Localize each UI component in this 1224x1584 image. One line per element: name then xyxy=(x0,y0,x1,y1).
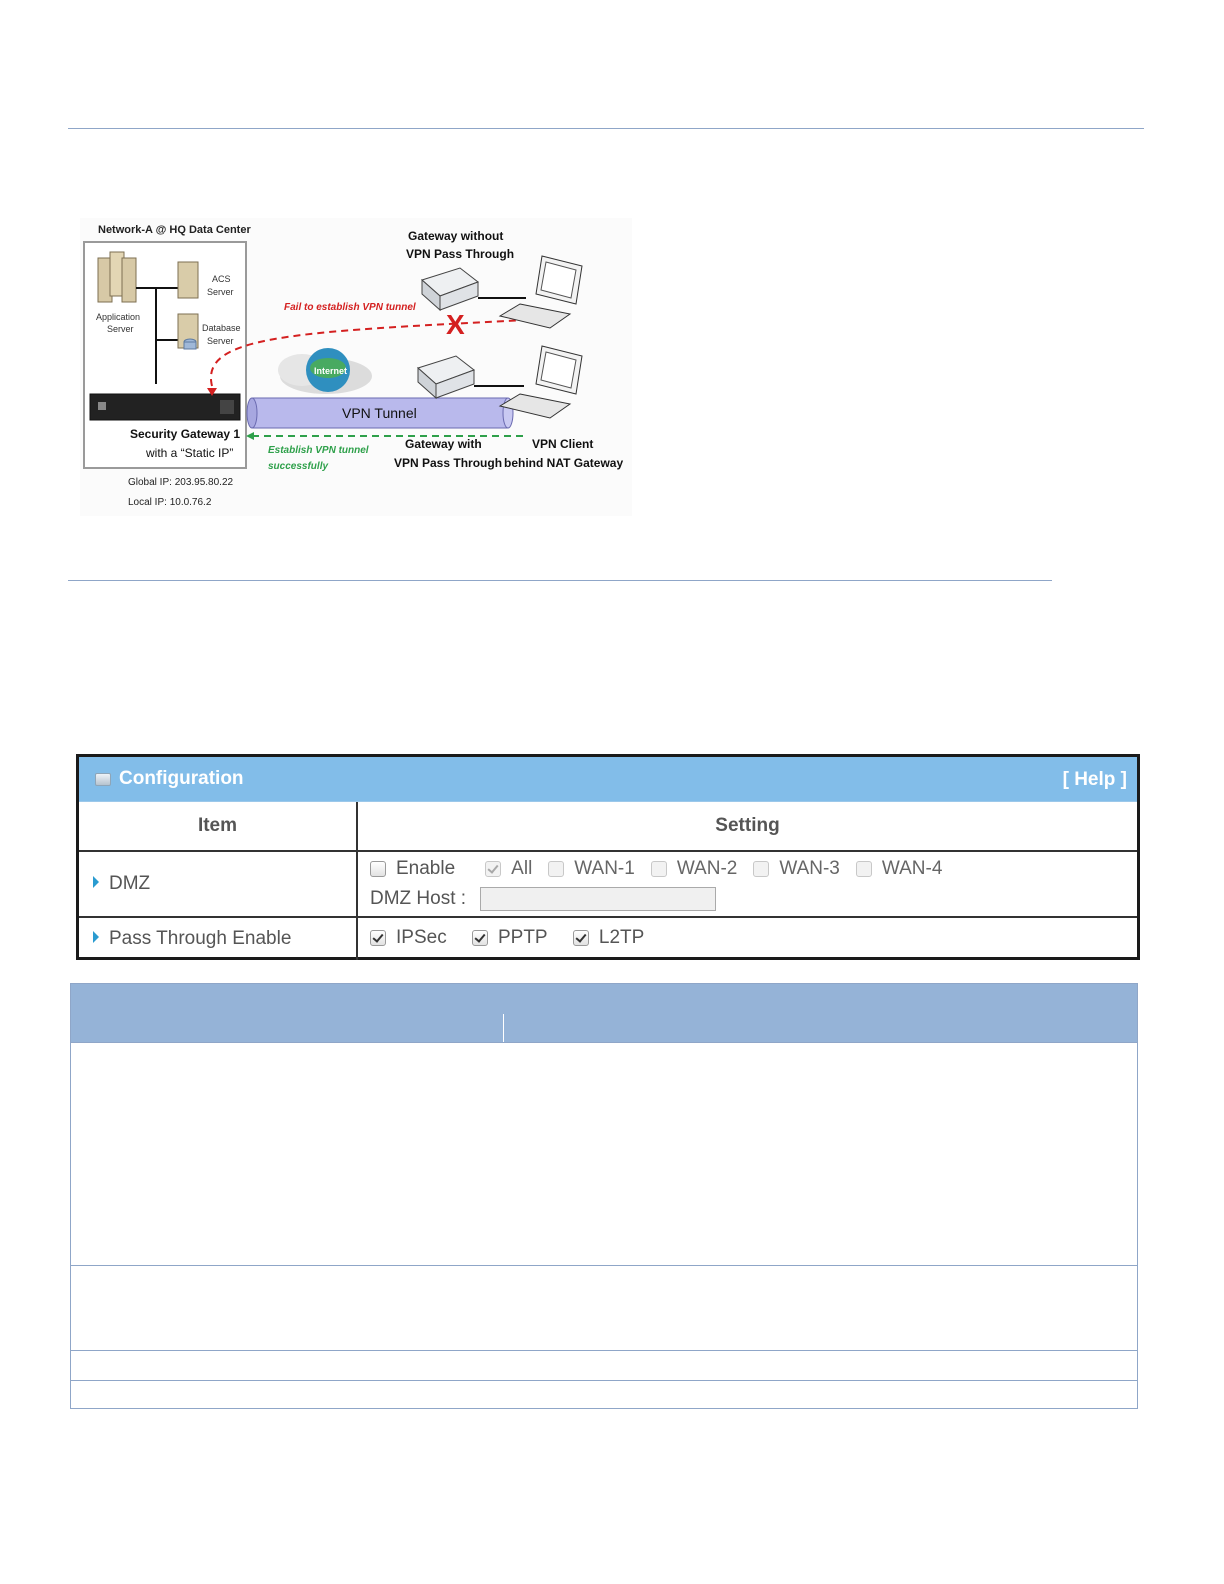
dmz-all-checkbox[interactable] xyxy=(485,861,501,877)
establish-label-1: Establish VPN tunnel xyxy=(268,445,369,456)
dmz-label: DMZ xyxy=(109,873,151,894)
pass-through-setting-cell xyxy=(357,917,1137,960)
dmz-wan-4-checkbox[interactable] xyxy=(856,861,872,877)
description-row xyxy=(71,1350,1137,1351)
security-gateway-label-1: Security Gateway 1 xyxy=(130,427,241,441)
acs-server-icon xyxy=(178,262,198,298)
configuration-header xyxy=(79,757,1137,802)
dmz-wan-4-option[interactable] xyxy=(856,858,943,880)
network-title: Network-A @ HQ Data Center xyxy=(98,224,251,236)
description-table xyxy=(70,983,1138,1409)
description-table-header xyxy=(71,984,1137,1043)
dmz-wan-1-checkbox[interactable] xyxy=(548,861,564,877)
acs-server-label-1: ACS xyxy=(212,274,231,284)
database-server-label-1: Database xyxy=(202,323,241,333)
local-ip: Local IP: 10.0.76.2 xyxy=(128,497,212,508)
application-server-label-2: Server xyxy=(107,324,134,334)
top-divider xyxy=(68,128,1144,129)
vpn-pass-through-diagram xyxy=(80,218,632,516)
ipsec-option[interactable] xyxy=(370,927,447,949)
configuration-table xyxy=(79,802,1137,960)
ipsec-label: IPSec xyxy=(396,926,447,948)
dmz-host-input[interactable] xyxy=(480,887,716,911)
pass-through-row xyxy=(79,917,1137,960)
acs-server-label-2: Server xyxy=(207,287,234,297)
dmz-setting-cell xyxy=(357,851,1137,917)
gateway-without-label-1: Gateway without xyxy=(408,229,504,243)
dmz-wan-1-label: WAN-1 xyxy=(574,858,635,879)
gateway-with-label-1: Gateway with xyxy=(405,437,482,451)
database-server-label-2: Server xyxy=(207,336,234,346)
dmz-wan-2-checkbox[interactable] xyxy=(651,861,667,877)
panel-icon xyxy=(95,773,111,786)
l2tp-label: L2TP xyxy=(598,926,645,948)
internet-label: Internet xyxy=(314,366,348,376)
dmz-wan-3-checkbox[interactable] xyxy=(753,861,769,877)
description-row xyxy=(71,1265,1137,1266)
global-ip: Global IP: 203.95.80.22 xyxy=(128,477,234,488)
pass-through-label: Pass Through Enable xyxy=(109,928,292,949)
dmz-row xyxy=(79,851,1137,917)
help-link[interactable]: [ Help ] xyxy=(1062,769,1127,790)
security-gateway-icon xyxy=(90,394,240,420)
description-row xyxy=(71,1380,1137,1381)
vpn-tunnel-label: VPN Tunnel xyxy=(342,405,417,421)
configuration-title: Configuration xyxy=(119,768,244,789)
dmz-enable-label: Enable xyxy=(396,858,456,879)
row-arrow-icon xyxy=(93,876,99,888)
ipsec-checkbox[interactable] xyxy=(370,930,386,946)
pass-through-item-cell xyxy=(79,917,357,960)
dmz-wan-4-label: WAN-4 xyxy=(881,858,943,879)
establish-label-2: successfully xyxy=(268,461,329,472)
dmz-item-cell xyxy=(79,851,357,917)
application-server-label-1: Application xyxy=(96,312,141,322)
vpn-client-label-2: behind NAT Gateway xyxy=(504,456,624,470)
application-server-icon xyxy=(98,252,136,302)
table-header-row xyxy=(79,802,1137,851)
dmz-host-label: DMZ Host : xyxy=(370,888,467,909)
security-gateway-label-2: with a “Static IP” xyxy=(146,446,234,460)
middle-divider xyxy=(68,580,1052,581)
fail-mark: X xyxy=(446,309,465,340)
dmz-wan-2-option[interactable] xyxy=(651,858,738,880)
gateway-with-label-2: VPN Pass Through xyxy=(394,456,503,470)
l2tp-checkbox[interactable] xyxy=(573,930,589,946)
gateway-without-label-2: VPN Pass Through xyxy=(406,247,515,261)
pptp-label: PPTP xyxy=(497,926,548,948)
dmz-all-label: All xyxy=(511,858,533,879)
dmz-wan-3-option[interactable] xyxy=(753,858,840,880)
row-arrow-icon xyxy=(93,931,99,943)
dmz-all-option[interactable] xyxy=(485,858,532,880)
fail-label: Fail to establish VPN tunnel xyxy=(284,302,416,313)
dmz-wan-1-option[interactable] xyxy=(548,858,635,880)
header-column-divider xyxy=(503,1014,504,1042)
item-column-header: Item xyxy=(79,802,357,851)
dmz-enable-option[interactable] xyxy=(370,858,455,880)
configuration-panel xyxy=(76,754,1140,960)
dmz-enable-checkbox[interactable] xyxy=(370,861,386,877)
l2tp-option[interactable] xyxy=(573,927,644,949)
dmz-wan-2-label: WAN-2 xyxy=(676,858,738,879)
pptp-option[interactable] xyxy=(472,927,548,949)
pptp-checkbox[interactable] xyxy=(472,930,488,946)
database-server-icon xyxy=(178,314,198,349)
dmz-wan-3-label: WAN-3 xyxy=(779,858,840,879)
setting-column-header: Setting xyxy=(357,802,1137,851)
vpn-client-label-1: VPN Client xyxy=(532,437,594,451)
